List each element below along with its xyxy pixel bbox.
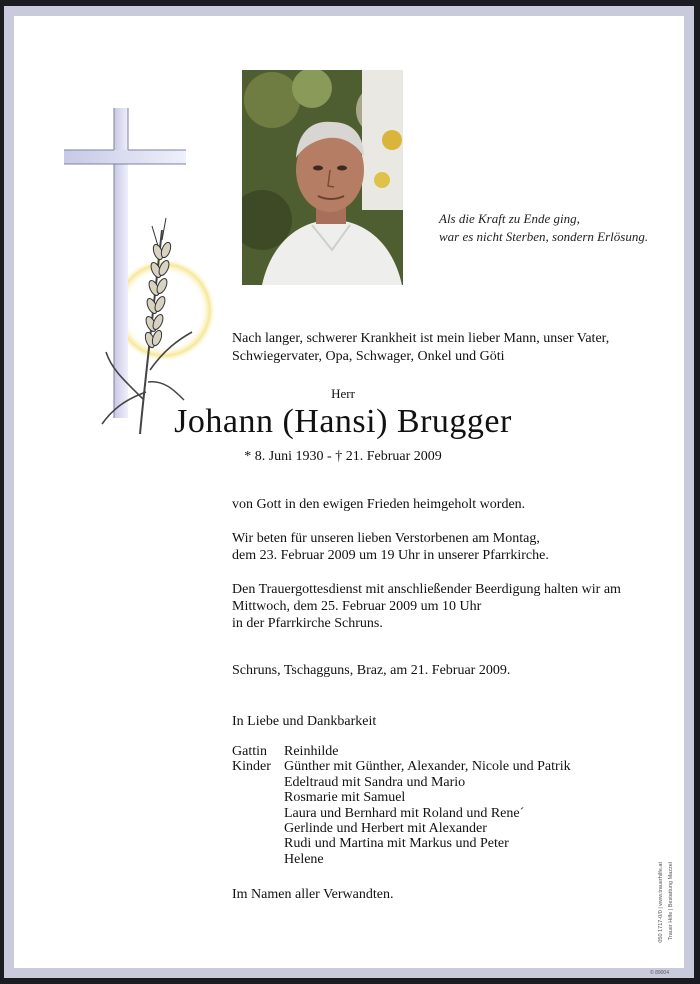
mourner-role: Gattin (232, 744, 267, 759)
imprint-line: Trauer Hilfe | Bestattung Mazzel (668, 862, 674, 941)
honorific: Herr (331, 386, 355, 401)
deceased-name: Johann (Hansi) Brugger (174, 403, 512, 440)
motto-quote (439, 210, 648, 246)
mourner-names: Günther mit Günther, Alexander, Nicole und Patrik (284, 759, 571, 775)
mourner-role (232, 821, 284, 836)
funeral-line: Mittwoch, dem 25. Februar 2009 um 10 Uhr (232, 599, 482, 614)
mourner-row (232, 775, 571, 790)
mourner-row (232, 759, 571, 774)
mourner-names: Rosmarie mit Samuel (284, 790, 406, 806)
mourner-role (232, 775, 284, 790)
funeral-notice (232, 581, 621, 632)
mourner-names: Gerlinde und Herbert mit Alexander (284, 821, 487, 837)
mourner-names: Edeltraud mit Sandra und Mario (284, 774, 466, 790)
obituary-page (14, 16, 684, 976)
mourner-role (232, 806, 284, 821)
mourner-row (232, 744, 571, 759)
mourner-names: Helene (284, 851, 324, 867)
closing-phrase: In Liebe und Dankbarkeit (232, 714, 377, 729)
intro-line: Schwiegervater, Opa, Schwager, Onkel und Göti (232, 349, 505, 364)
relatives-line: Im Namen aller Verwandten. (232, 887, 394, 902)
life-dates: * 8. Juni 1930 - † 21. Februar 2009 (244, 449, 442, 464)
mourners-list (232, 744, 571, 867)
prayer-line: Wir beten für unseren lieben Verstorbenen am Montag, (232, 531, 540, 546)
mourner-row (232, 821, 571, 836)
mourner-names: Reinhilde (284, 744, 339, 759)
intro-text (232, 330, 609, 366)
card-frame (4, 6, 694, 978)
mourner-row (232, 790, 571, 805)
funeral-line: Den Trauergottesdienst mit anschließender Beerdigung halten wir am (232, 582, 621, 597)
printer-imprint (650, 862, 680, 976)
mourner-row (232, 852, 571, 867)
prayer-line: dem 23. Februar 2009 um 19 Uhr in unserer Pfarrkirche. (232, 548, 549, 563)
mourner-role (232, 790, 284, 805)
mourner-row (232, 836, 571, 851)
mourner-role (232, 836, 284, 851)
place-date: Schruns, Tschagguns, Braz, am 21. Februar 2009. (232, 663, 511, 678)
mourner-role: Kinder (232, 759, 271, 775)
imprint-line: 050 1717-0/0 | www.trauerhilfe.at (658, 862, 664, 943)
motto-line: Als die Kraft zu Ende ging, (439, 211, 580, 226)
mourner-role (232, 852, 284, 867)
intro-line: Nach langer, schwerer Krankheit ist mein lieber Mann, unser Vater, (232, 331, 610, 346)
motto-line: war es nicht Sterben, sondern Erlösung. (439, 229, 649, 244)
mourner-row (232, 806, 571, 821)
called-home-text: von Gott in den ewigen Frieden heimgeholt worden. (232, 497, 526, 512)
portrait-photo (242, 70, 403, 285)
prayer-notice (232, 530, 549, 564)
funeral-line: in der Pfarrkirche Schruns. (232, 616, 383, 631)
mourner-names: Rudi und Martina mit Markus und Peter (284, 836, 509, 852)
mourner-names: Laura und Bernhard mit Roland und Rene´ (284, 805, 525, 821)
imprint-copyright: © 89004 (650, 970, 669, 976)
